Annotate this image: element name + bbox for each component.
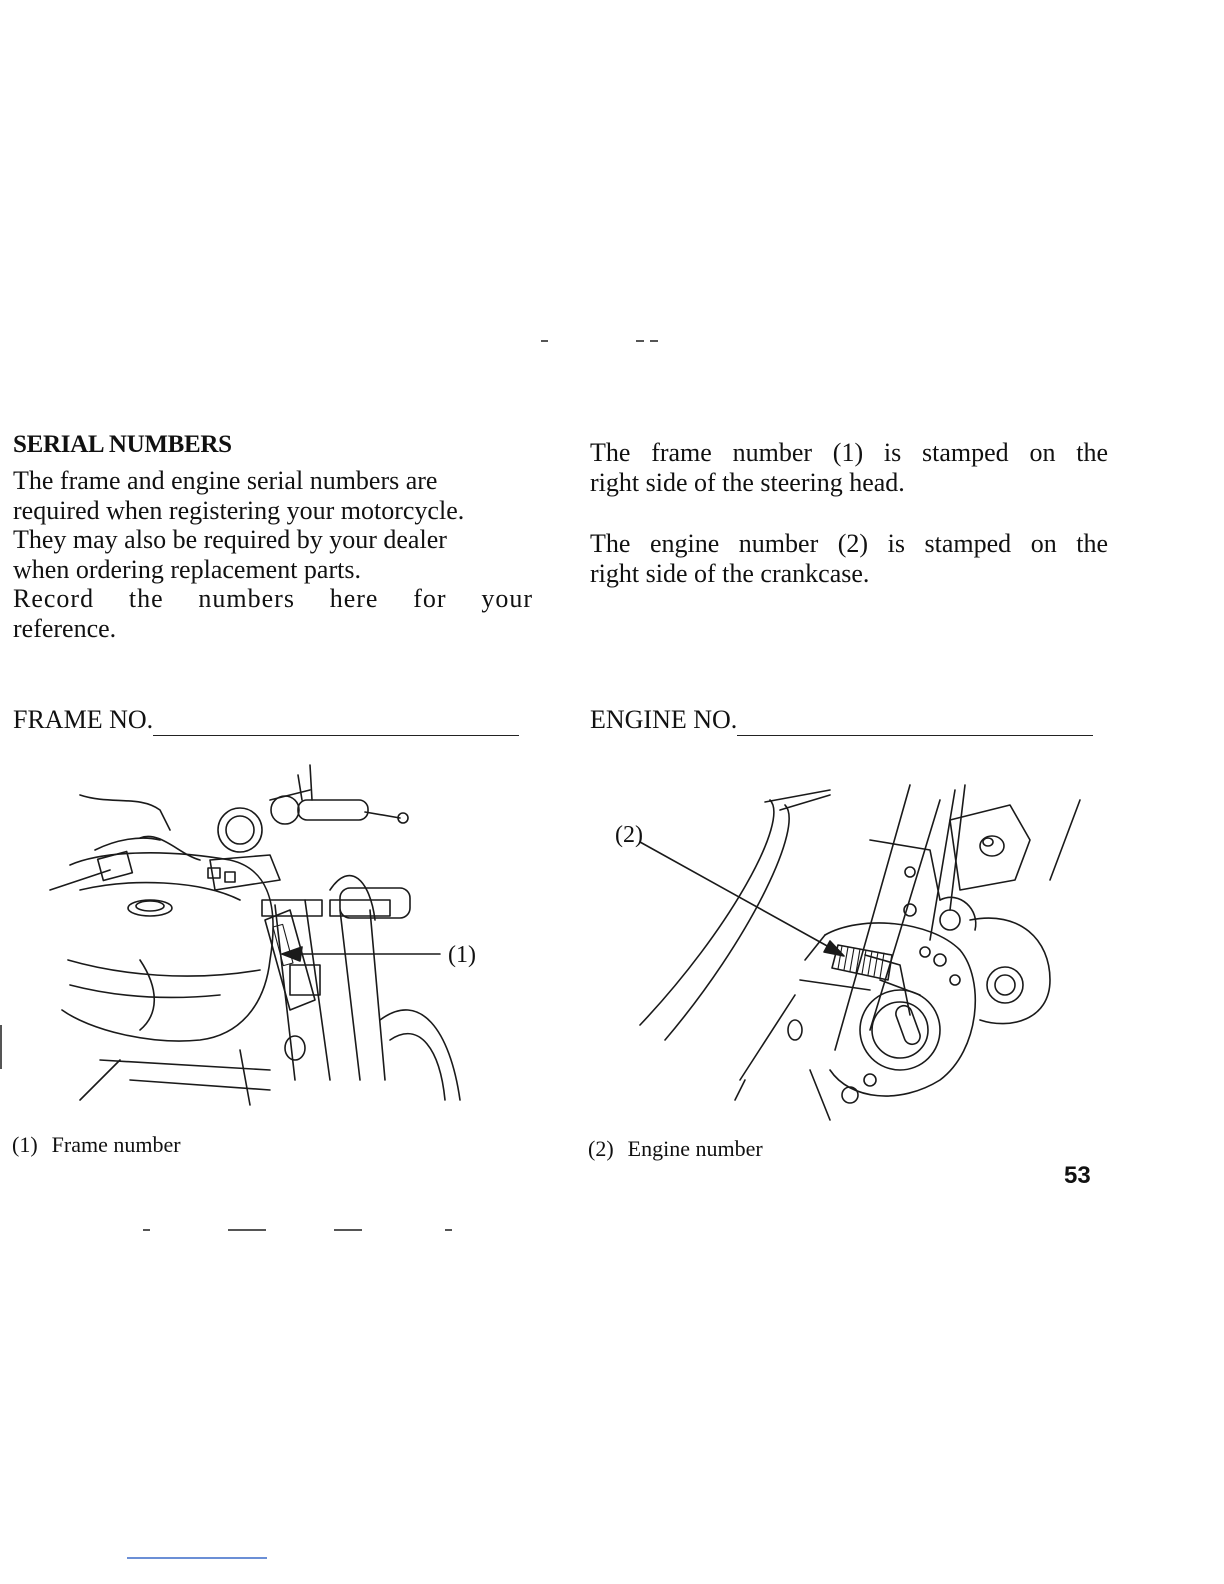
text-line: Record the numbers here for your <box>13 584 533 613</box>
scan-mark <box>541 340 548 342</box>
frame-number-paragraph <box>590 438 1108 497</box>
scan-mark <box>143 1229 150 1231</box>
text-line: The engine number (2) is stamped on the <box>590 529 1108 558</box>
scan-mark <box>127 1557 267 1559</box>
engine-number-field <box>590 705 1093 736</box>
caption-number: (1) <box>12 1132 38 1157</box>
engine-number-paragraph <box>590 529 1108 588</box>
text-line: right side of the crankcase. <box>590 558 870 588</box>
text-line: reference. <box>13 613 117 643</box>
frame-number-illustration <box>40 760 510 1120</box>
text-line: They may also be required by your dealer <box>13 525 447 554</box>
engine-number-illustration <box>610 780 1090 1130</box>
caption-number: (2) <box>588 1136 614 1161</box>
text-line: required when registering your motorcycle. <box>13 495 465 525</box>
section-heading: SERIAL NUMBERS <box>13 431 232 458</box>
frame-number-blank[interactable] <box>153 705 519 736</box>
caption-text: Frame number <box>51 1132 181 1157</box>
frame-number-label: FRAME NO. <box>13 705 154 734</box>
figure-1-caption <box>12 1132 181 1158</box>
caption-text: Engine number <box>627 1136 763 1161</box>
text-line: when ordering replacement parts. <box>13 554 361 584</box>
text-line: right side of the steering head. <box>590 467 905 497</box>
scan-mark <box>0 1025 2 1069</box>
figure-1-callout: (1) <box>448 942 476 968</box>
page-number: 53 <box>1064 1162 1091 1189</box>
text-line: The frame number (1) is stamped on the <box>590 438 1108 467</box>
scan-mark <box>334 1229 362 1231</box>
text-line: The frame and engine serial numbers are <box>13 466 438 495</box>
intro-paragraph <box>13 466 533 643</box>
scan-mark <box>650 340 658 342</box>
engine-number-label: ENGINE NO. <box>590 705 738 734</box>
scan-mark <box>636 340 644 342</box>
scan-mark <box>445 1229 452 1231</box>
figure-2-caption <box>588 1136 763 1162</box>
scan-mark <box>228 1229 266 1231</box>
figure-2-callout: (2) <box>615 822 643 848</box>
frame-number-field <box>13 705 519 736</box>
engine-number-blank[interactable] <box>737 705 1093 736</box>
